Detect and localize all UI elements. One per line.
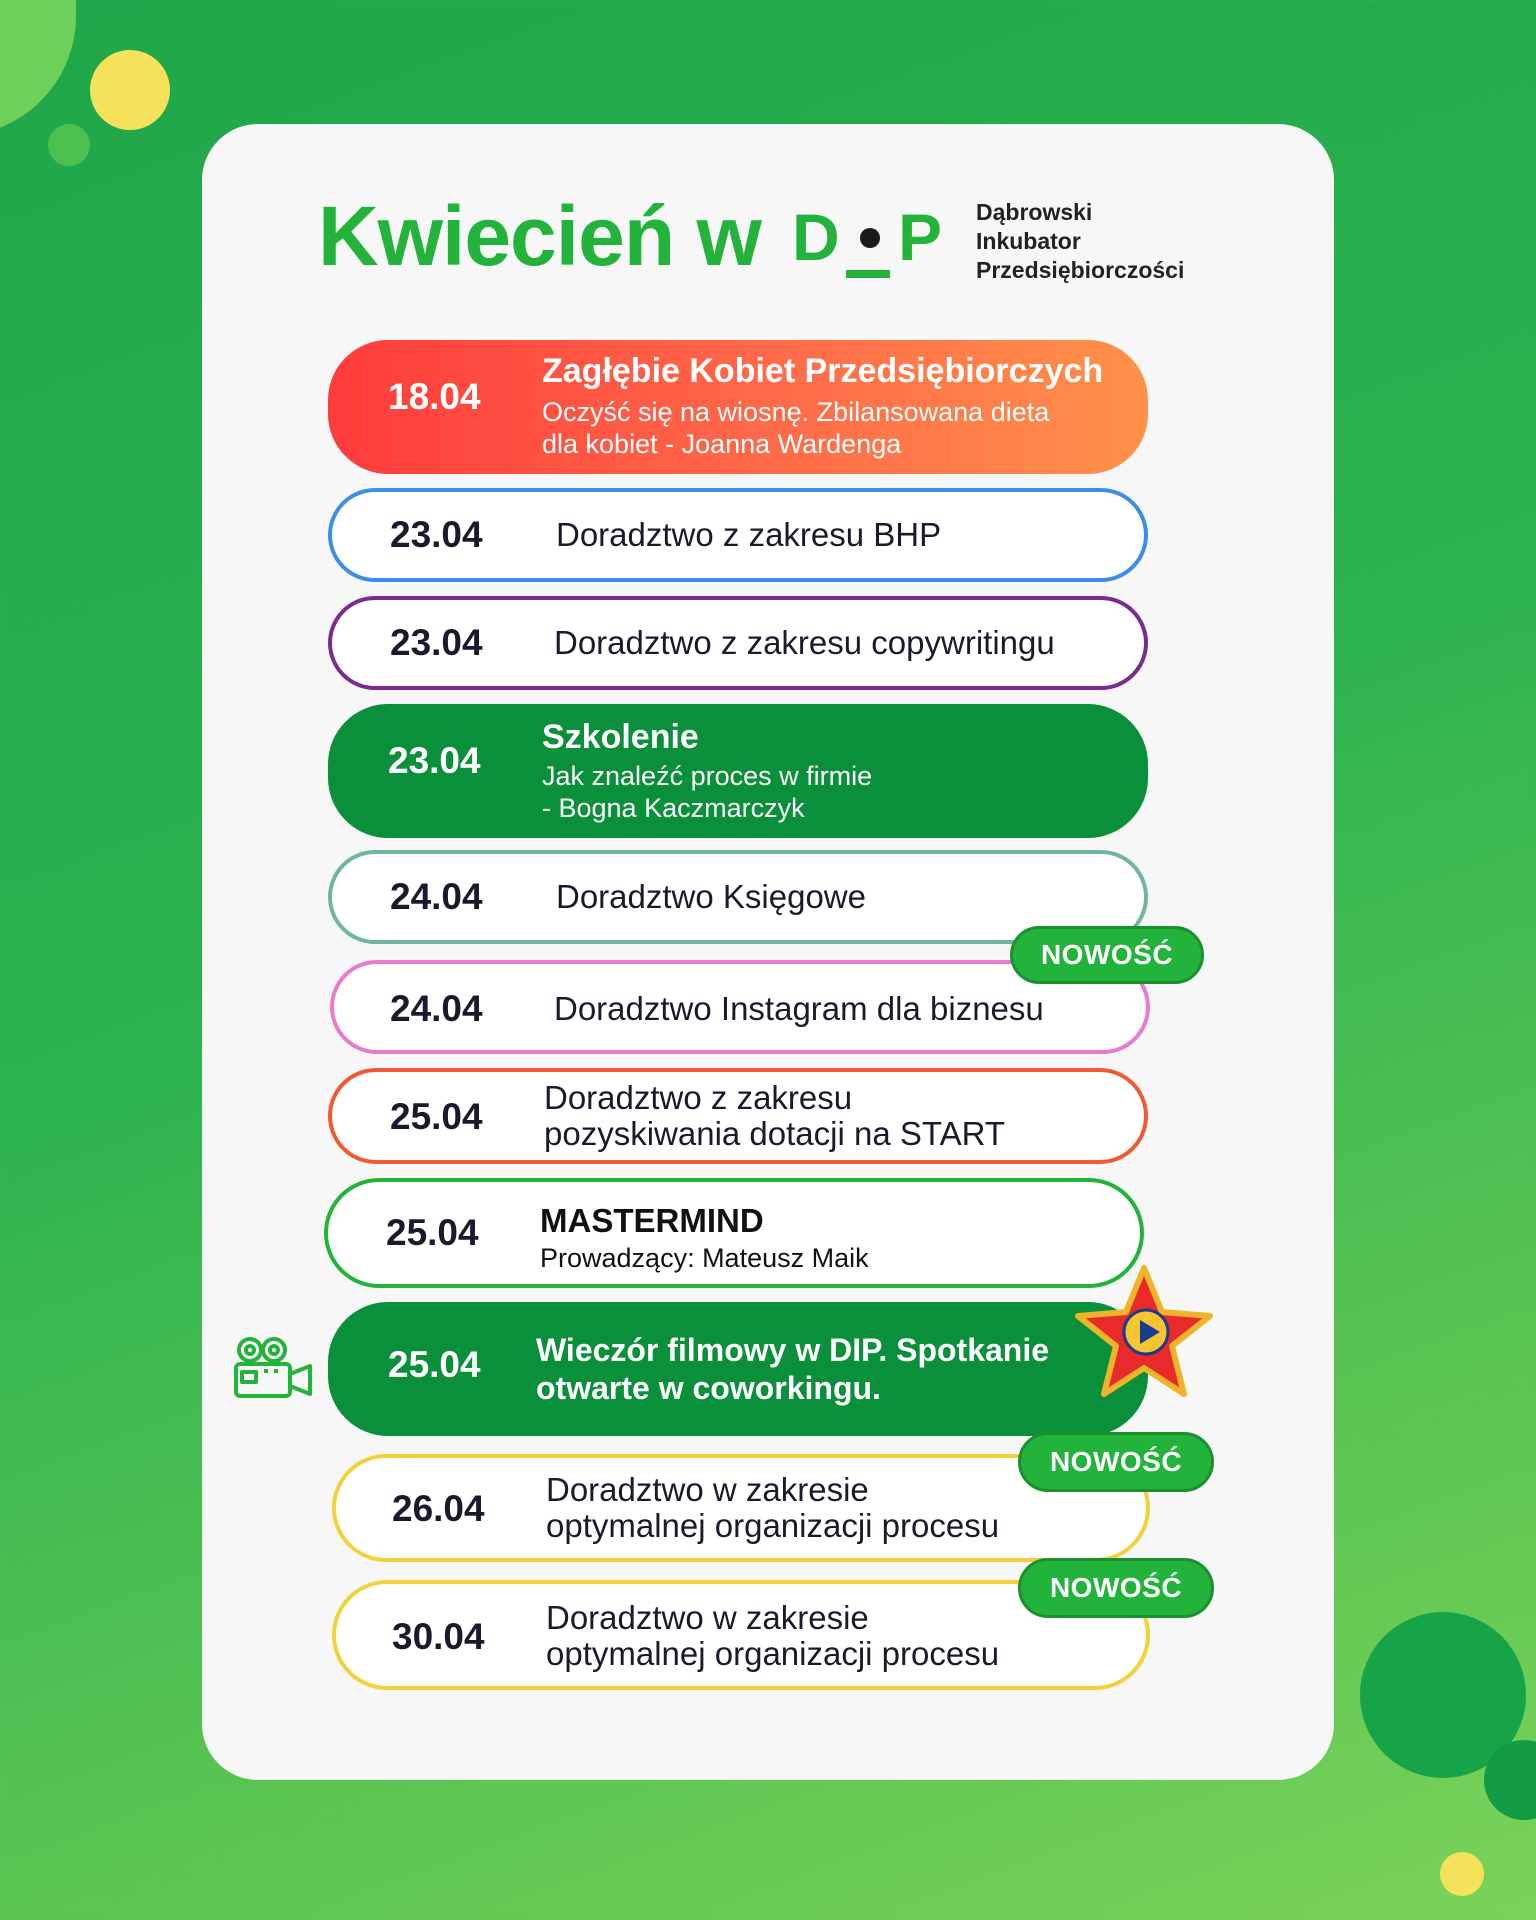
event-subtitle-line2: - Bogna Kaczmarczyk	[542, 793, 805, 823]
event-row-7	[324, 1178, 1144, 1288]
new-badge: NOWOŚĆ	[1018, 1432, 1214, 1492]
event-row-1	[328, 488, 1148, 582]
event-date: 24.04	[390, 988, 483, 1029]
event-label-line1: Doradztwo w zakresie	[546, 1599, 869, 1636]
event-label-line2: optymalnej organizacji procesu	[546, 1635, 1000, 1672]
page-title: Kwiecień w	[318, 189, 761, 283]
decor-circle-yellow-top	[90, 50, 170, 130]
organization-name	[976, 198, 1184, 285]
event-row-3	[328, 704, 1148, 838]
event-date: 26.04	[392, 1488, 485, 1529]
dip-logo	[790, 198, 950, 298]
event-label-line1: Wieczór filmowy w DIP. Spotkanie	[536, 1332, 1050, 1368]
event-date: 18.04	[388, 376, 481, 417]
event-date: 30.04	[392, 1616, 485, 1657]
event-date: 25.04	[390, 1096, 483, 1137]
org-line-2: Inkubator	[976, 228, 1081, 254]
event-row-6	[328, 1068, 1148, 1164]
event-title: Szkolenie	[542, 718, 699, 756]
event-title: MASTERMIND	[540, 1202, 764, 1239]
event-label-line2: optymalnej organizacji procesu	[546, 1507, 1000, 1544]
logo-letter-d: D	[792, 200, 840, 274]
event-title: Zagłębie Kobiet Przedsiębiorczych	[542, 352, 1104, 390]
new-badge: NOWOŚĆ	[1010, 926, 1204, 984]
star-play-icon	[1072, 1262, 1216, 1402]
event-label-line2: otwarte w coworkingu.	[536, 1370, 881, 1406]
event-subtitle: Prowadzący: Mateusz Maik	[540, 1243, 869, 1273]
decor-circle-small-top	[48, 124, 90, 166]
event-date: 23.04	[390, 514, 483, 555]
movie-camera-icon	[232, 1336, 316, 1402]
event-label: Doradztwo z zakresu copywritingu	[554, 624, 1055, 661]
event-date: 25.04	[388, 1344, 481, 1385]
event-date: 23.04	[388, 740, 481, 781]
org-line-1: Dąbrowski	[976, 199, 1093, 225]
event-label: Doradztwo z zakresu BHP	[556, 516, 942, 553]
event-label-line1: Doradztwo z zakresu	[544, 1079, 853, 1116]
new-badge: NOWOŚĆ	[1018, 1558, 1214, 1618]
event-label: Doradztwo Księgowe	[556, 878, 866, 915]
decor-circle-yellow-bottom	[1440, 1852, 1484, 1896]
event-row-2	[328, 596, 1148, 690]
event-subtitle-line1: Oczyść się na wiosnę. Zbilansowana dieta	[542, 397, 1050, 427]
event-label: Doradztwo Instagram dla biznesu	[554, 990, 1044, 1027]
event-row-8	[328, 1302, 1148, 1436]
logo-letter-p: P	[898, 200, 943, 274]
org-line-3: Przedsiębiorczości	[976, 257, 1185, 283]
event-date: 24.04	[390, 876, 483, 917]
event-row-0	[328, 340, 1148, 474]
decor-circle-topleft	[0, 0, 76, 136]
event-date: 23.04	[390, 622, 483, 663]
event-date: 25.04	[386, 1212, 479, 1253]
event-label-line1: Doradztwo w zakresie	[546, 1471, 869, 1508]
event-subtitle-line2: dla kobiet - Joanna Wardenga	[542, 429, 902, 459]
event-subtitle-line1: Jak znaleźć proces w firmie	[542, 761, 873, 791]
event-label-line2: pozyskiwania dotacji na START	[544, 1115, 1005, 1152]
